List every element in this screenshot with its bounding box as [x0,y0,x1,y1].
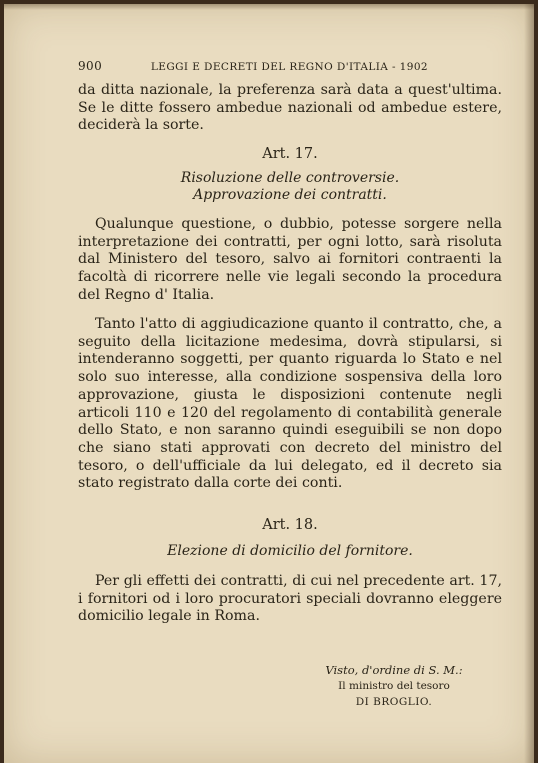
page-top-shadow [4,4,534,10]
signature-name: DI BROGLIO. [355,696,433,708]
page-spine-shadow [524,4,534,763]
signature-visto: Visto, d'ordine di S. M.: [325,663,463,677]
page-number: 900 [78,59,103,73]
article-17-paragraph-1: Qualunque questione, o dubbio, potesse sorgere nella interpretazione dei contratti, per ogni lotto, sarà risoluta dal Ministero del tesoro, salvo ai fornitori contraenti la facoltà di ricorrere nelle vie legali secondo la procedura del Regno d' Italia. [78,216,502,303]
article-17-heading: Art. 17. [262,146,318,162]
article-17-subtitle-1: Risoluzione delle controversie. [180,170,400,186]
article-17-paragraph-2: Tanto l'atto di aggiudicazione quanto il contratto, che, a seguito della licitazione medesima, dovrà stipularsi, si intenderanno soggetti, per quanto riguarda lo Stato e nel solo suo interesse, alla condizione sospensiva della loro approvazione, giusta le disposizioni contenute negli articoli 110 e 120 del regolamento di contabilità generale dello Stato, e non saranno quindi eseguibili se non dopo che siano stati approvati con decreto del ministro del tesoro, o dell'ufficiale da lui delegato, ed il decreto sia stato registrato dalla corte dei conti. [78,316,502,492]
signature-title: Il ministro del tesoro [338,680,450,692]
article-17-subtitle-2: Approvazione dei contratti. [193,187,387,203]
article-18-paragraph: Per gli effetti dei contratti, di cui nel precedente art. 17, i fornitori od i loro procuratori speciali dovranno eleggere domicilio legale in Roma. [78,573,502,625]
running-title: LEGGI E DECRETI DEL REGNO D'ITALIA - 1902 [150,61,428,73]
article-18-heading: Art. 18. [262,517,318,533]
book-page [4,4,534,763]
running-header [78,59,428,73]
continuation-paragraph: da ditta nazionale, la preferenza sarà data a quest'ultima. Se le ditte fossero ambedue nazionali od ambedue estere, deciderà la sorte. [78,82,502,134]
article-18-subtitle: Elezione di domicilio del fornitore. [167,543,413,559]
